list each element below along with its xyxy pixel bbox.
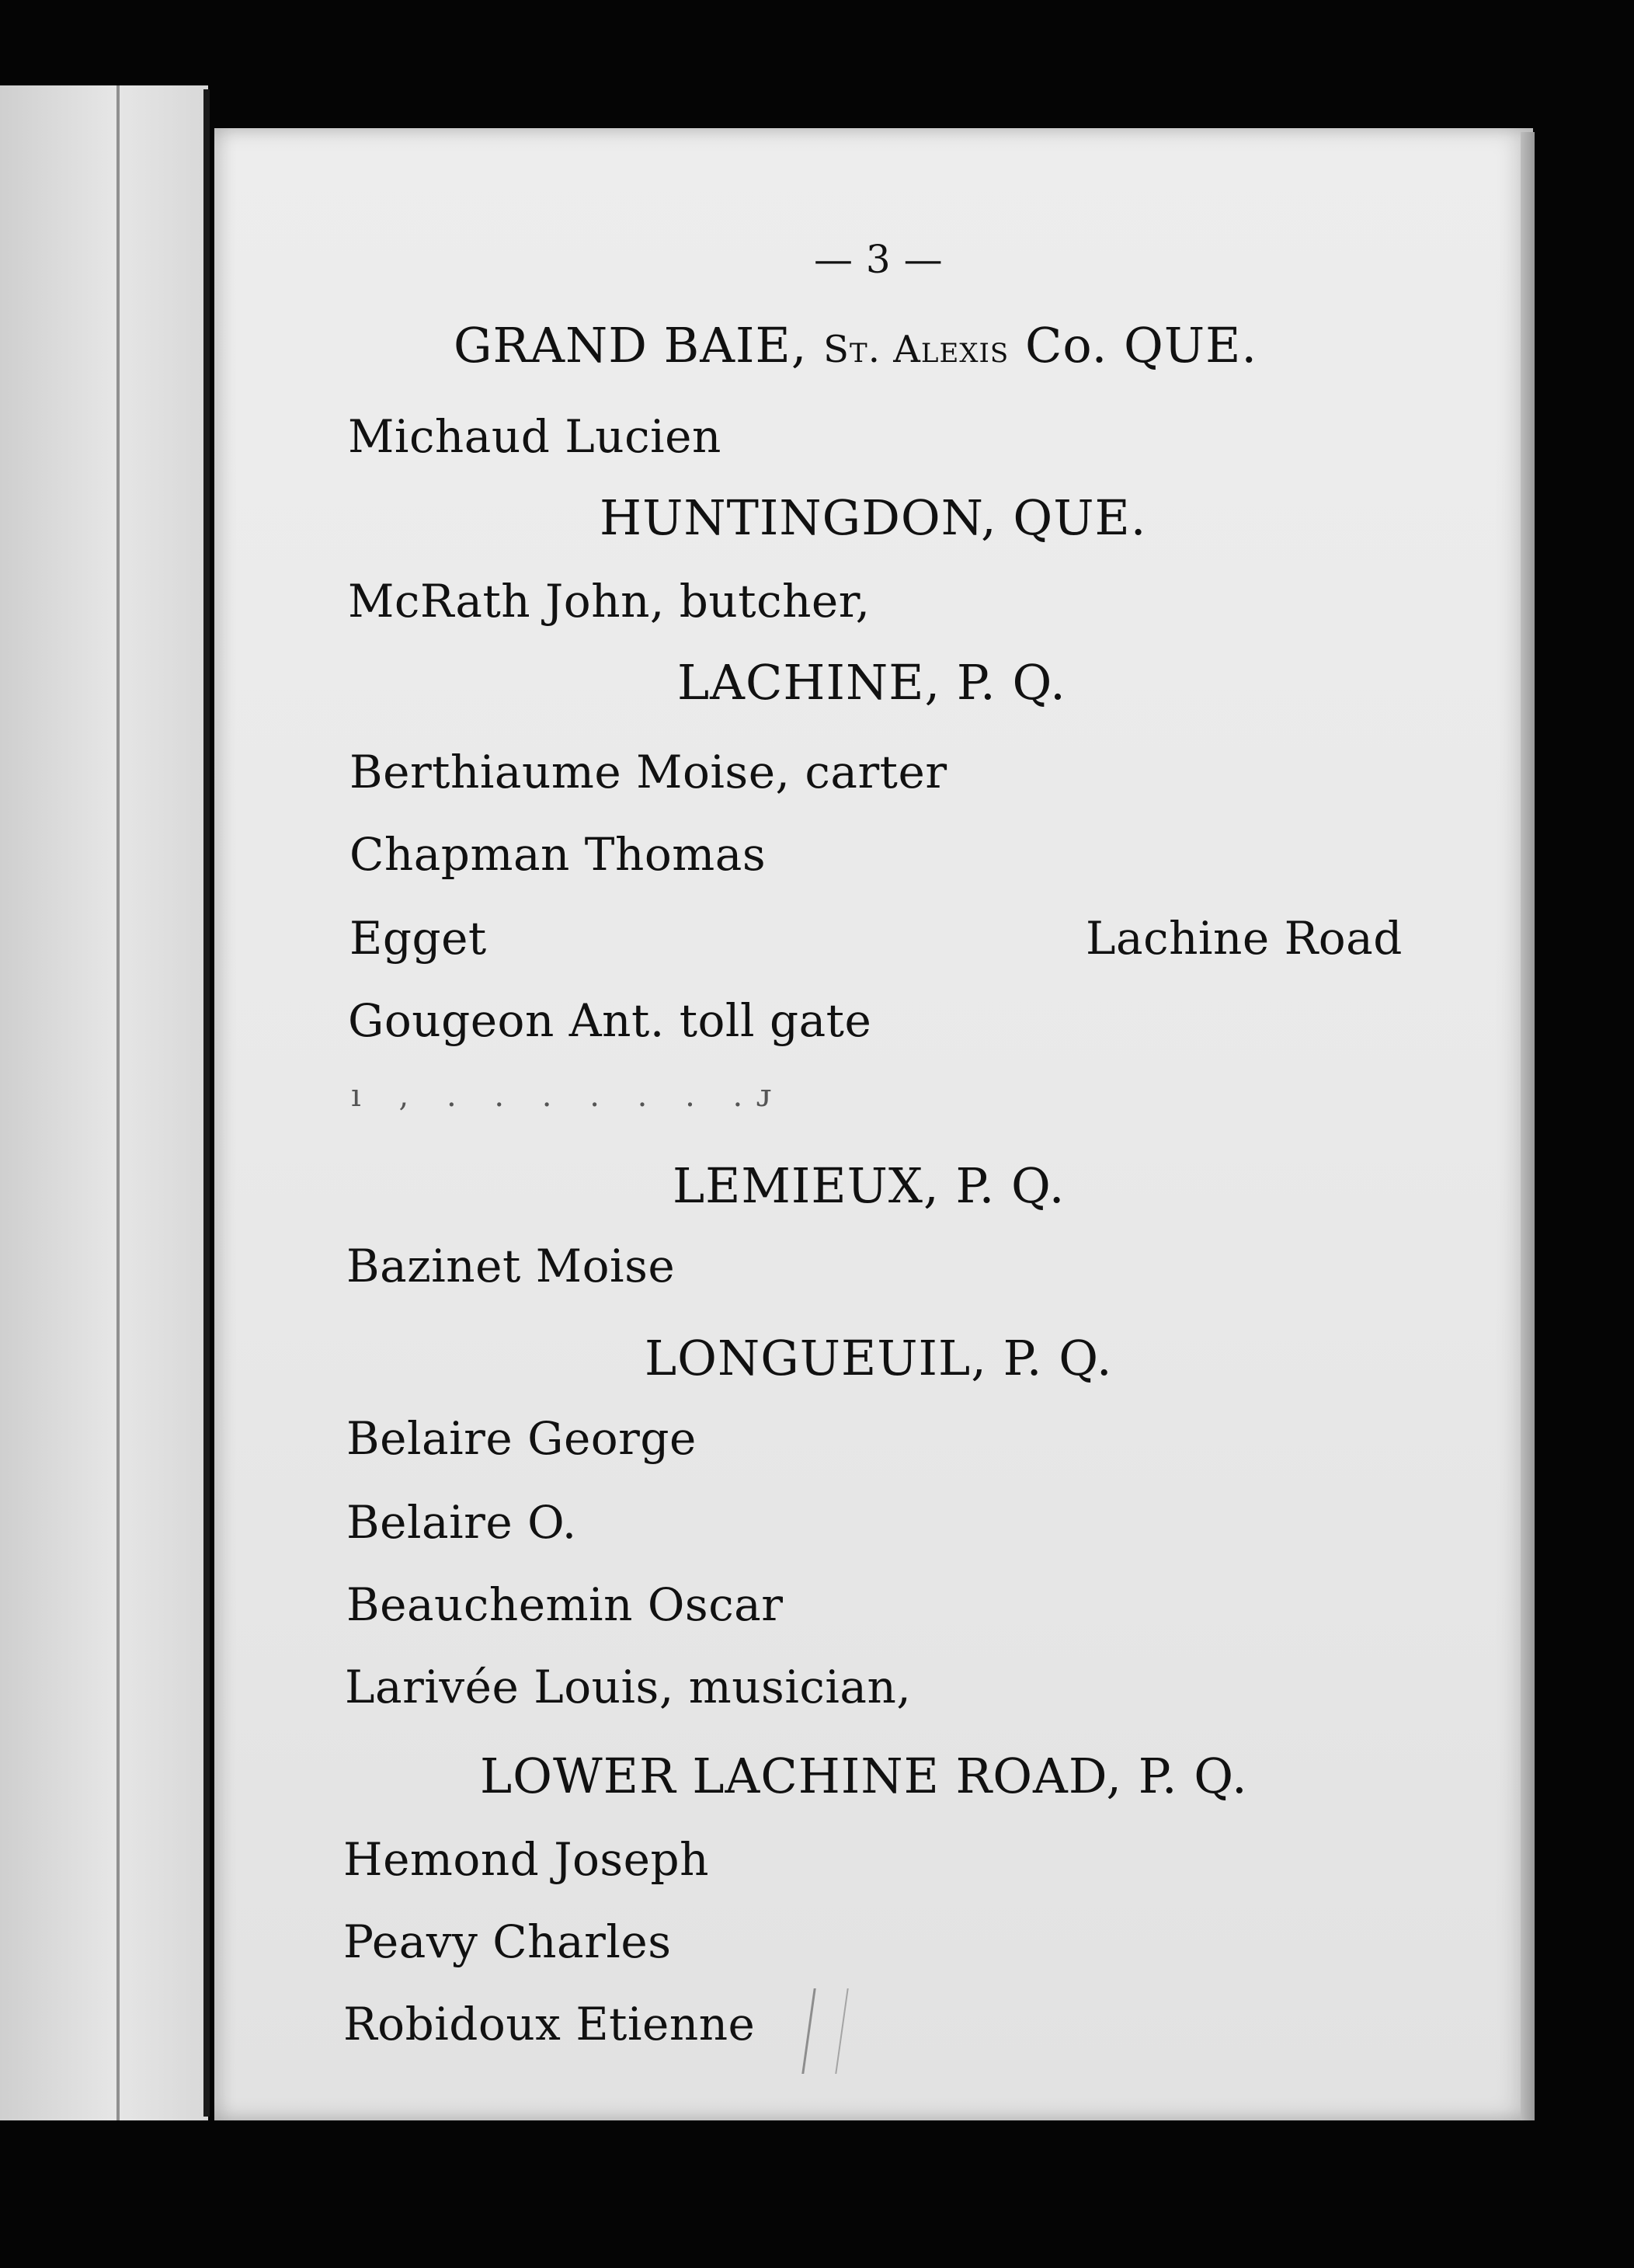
- list-item: Berthiaume Moise, carter: [349, 746, 947, 798]
- section-heading-lower-lachine-road: LOWER LACHINE ROAD, P. Q.: [480, 1748, 1248, 1804]
- list-item: McRath John, butcher,: [348, 575, 871, 628]
- binding-gutter: [203, 89, 210, 2117]
- page-fold-line: [116, 85, 120, 2120]
- list-item: Belaire George: [346, 1412, 697, 1465]
- list-item: Chapman Thomas: [349, 828, 767, 881]
- page-number: — 3 —: [814, 237, 944, 282]
- section-heading-longueuil: LONGUEUIL, P. Q.: [645, 1330, 1113, 1386]
- section-heading-lachine: LACHINE, P. Q.: [677, 654, 1066, 711]
- heading-part-small-caps: St. Alexis: [823, 328, 1010, 371]
- list-item: Gougeon Ant. toll gate: [348, 994, 872, 1047]
- list-item: Larivée Louis, musician,: [345, 1661, 912, 1713]
- page-right-edge: [1521, 132, 1535, 2120]
- illegible-fragment: ı , . . . . . . .ᴊ: [351, 1078, 787, 1114]
- list-item: Robidoux Etienne: [343, 1998, 756, 2051]
- list-item: Belaire O.: [346, 1496, 577, 1549]
- list-item: Beauchemin Oscar: [346, 1578, 784, 1631]
- list-item: Peavy Charles: [343, 1915, 672, 1968]
- location-note: Lachine Road: [1086, 912, 1403, 965]
- list-item: Bazinet Moise: [346, 1240, 676, 1292]
- section-heading-huntingdon: HUNTINGDON, QUE.: [600, 489, 1147, 546]
- list-item: Hemond Joseph: [343, 1833, 709, 1886]
- list-item: Egget: [349, 912, 487, 965]
- section-heading-grand-baie: [454, 317, 1257, 374]
- section-heading-lemieux: LEMIEUX, P. Q.: [673, 1157, 1066, 1214]
- heading-part: Co. QUE.: [1009, 317, 1258, 374]
- adjacent-page-edge: [0, 85, 208, 2120]
- heading-part: GRAND BAIE,: [454, 317, 824, 374]
- list-item: Michaud Lucien: [348, 410, 721, 463]
